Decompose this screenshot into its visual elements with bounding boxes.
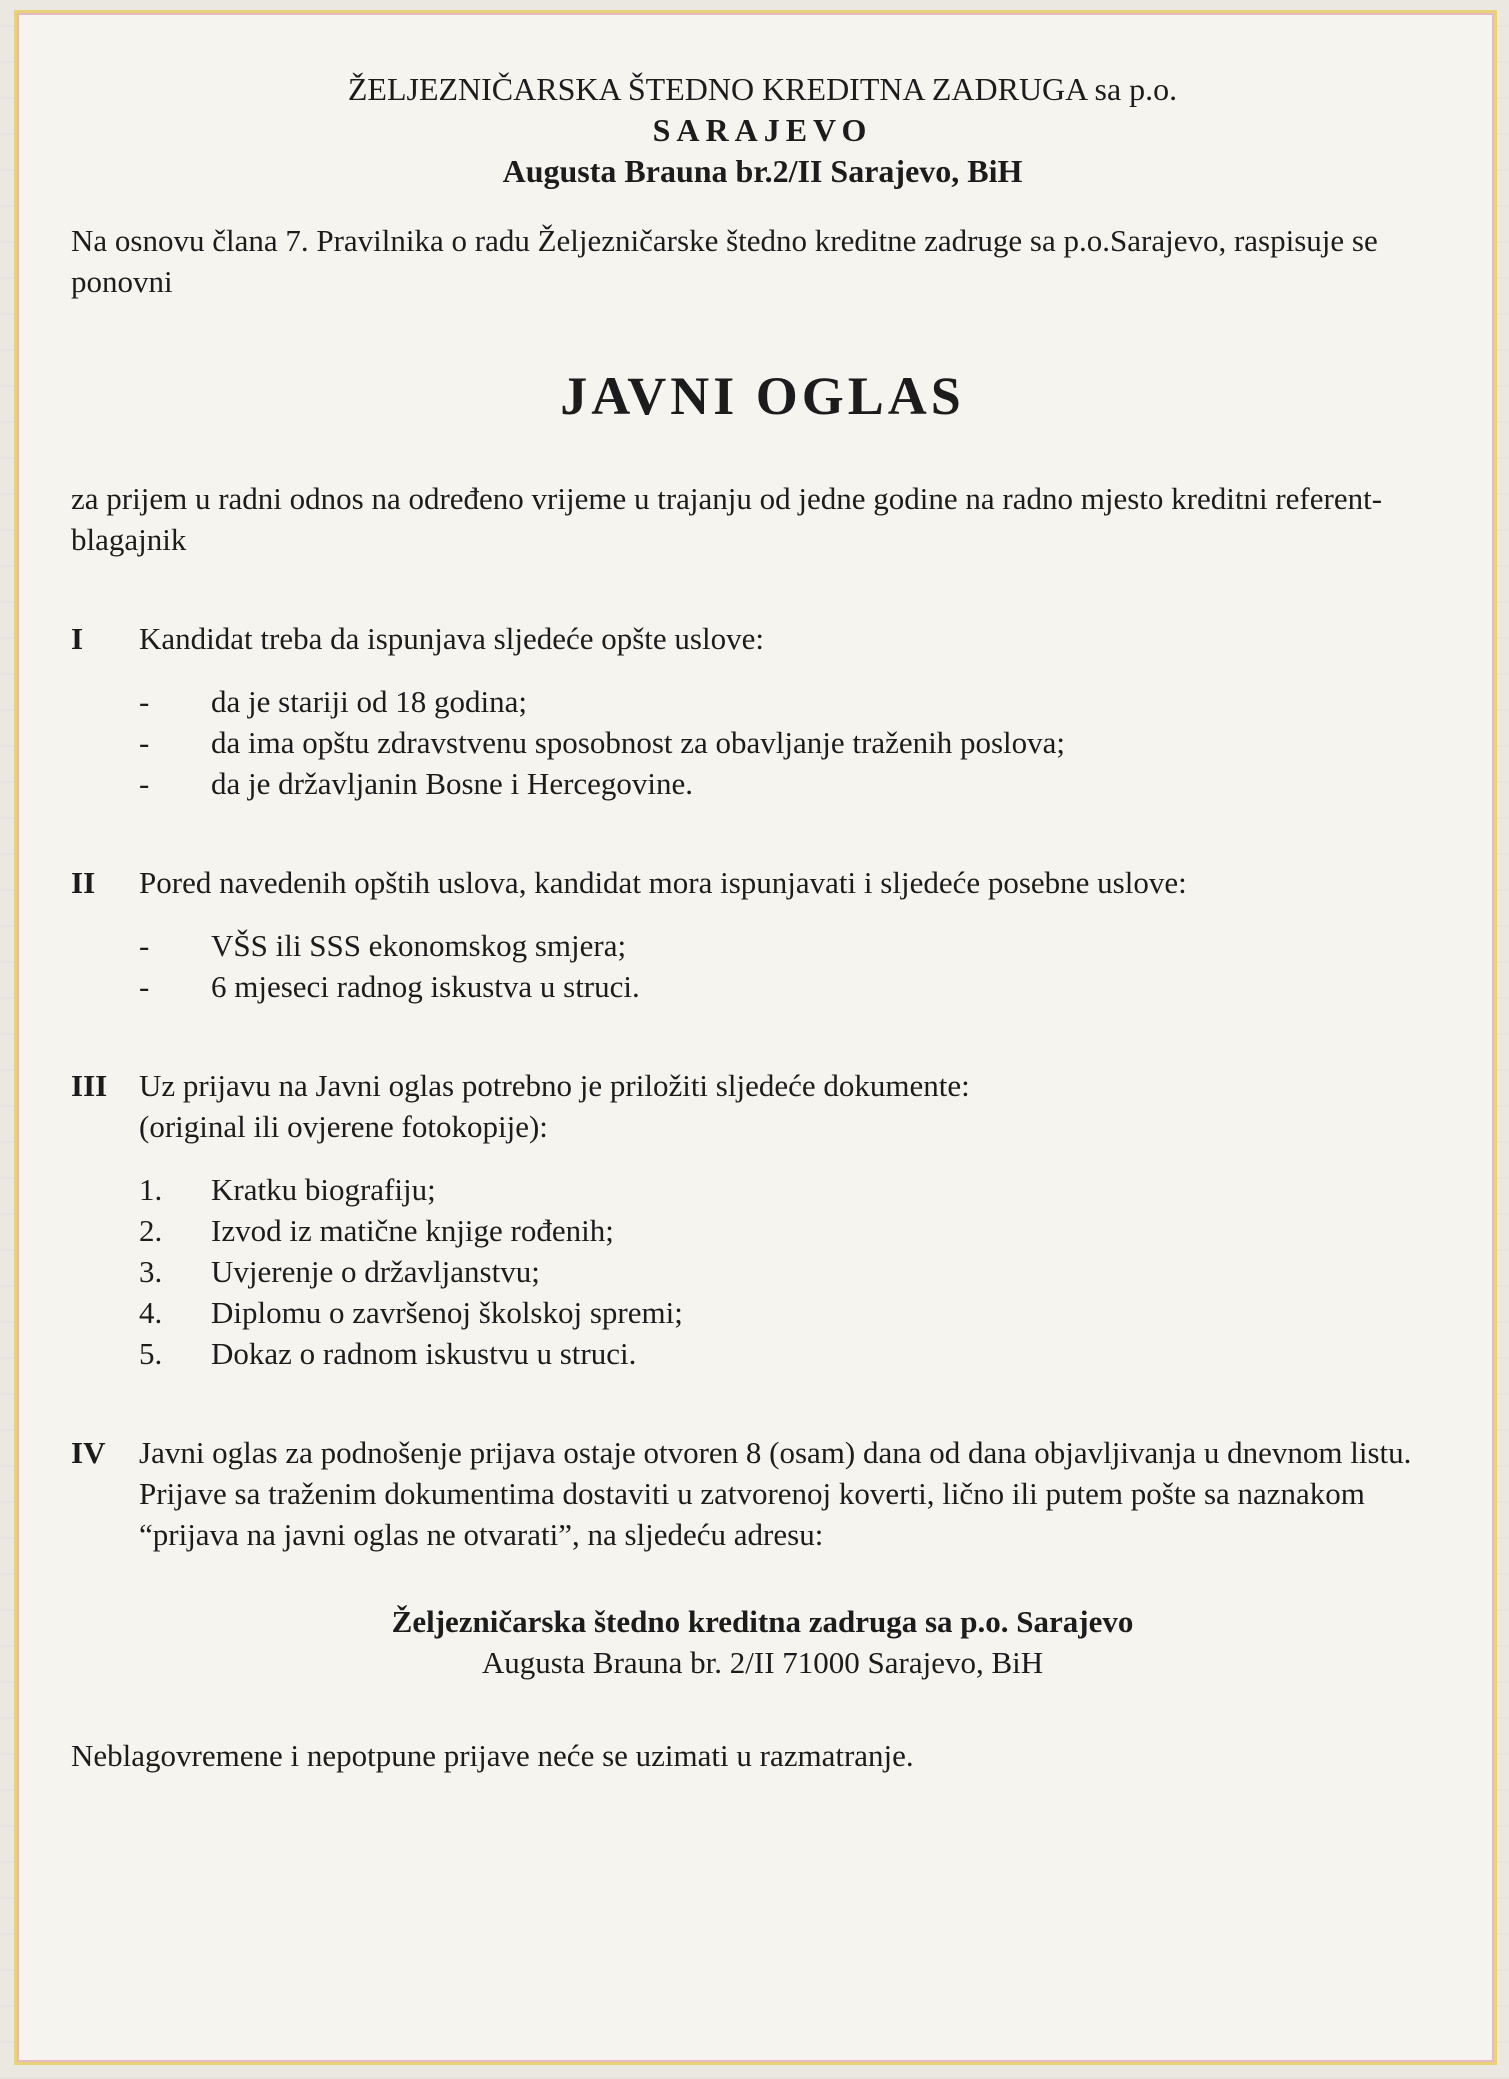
list-item (139, 681, 1454, 722)
section-numeral: III (71, 1068, 108, 1103)
section-text: Javni oglas za podnošenje prijava ostaje otvoren 8 (osam) dana od dana objavljivanja u dnevnom listu. Prijave sa traženim dokumentima dostaviti u zatvorenoj koverti, lično ili putem pošte sa naznakom “prijava na javni oglas ne otvarati”, na sljedeću adresu: (139, 1435, 1412, 1552)
list-item (139, 722, 1454, 763)
item-text: Dokaz o radnom iskustvu u struci. (211, 1336, 637, 1371)
list-item (139, 1292, 1454, 1333)
section-submission (71, 1432, 1454, 1555)
bullet-marker: - (139, 928, 150, 963)
section-documents (71, 1065, 1454, 1374)
section-numeral: IV (71, 1435, 106, 1470)
section-numeral: II (71, 865, 96, 900)
org-address: Augusta Brauna br.2/II Sarajevo, BiH (502, 153, 1023, 189)
intro-paragraph: Na osnovu člana 7. Pravilnika o radu Željezničarske štedno kreditne zadruge sa p.o.Sarajevo, raspisuje se ponovni (71, 223, 1378, 299)
list-item (139, 1169, 1454, 1210)
position-description: za prijem u radni odnos na određeno vrijeme u trajanju od jedne godine na radno mjesto kreditni referent-blagajnik (71, 481, 1383, 557)
section-special-conditions (71, 862, 1454, 1007)
section-text: Pored navedenih opštih uslova, kandidat mora ispunjavati i sljedeće posebne uslove: (139, 865, 1187, 900)
list-item (139, 1251, 1454, 1292)
documents-list (71, 1169, 1454, 1374)
footer-note: Neblagovremene i nepotpune prijave neće se uzimati u razmatranje. (71, 1738, 914, 1773)
bullet-marker: - (139, 684, 150, 719)
item-text: Uvjerenje o državljanstvu; (211, 1254, 540, 1289)
number-marker: 3. (139, 1254, 163, 1289)
item-text: Izvod iz matične knjige rođenih; (211, 1213, 614, 1248)
bullet-marker: - (139, 969, 150, 1004)
item-text: da je stariji od 18 godina; (211, 684, 527, 719)
bullet-marker: - (139, 766, 150, 801)
section-general-conditions (71, 618, 1454, 804)
item-text: 6 mjeseci radnog iskustva u struci. (211, 969, 640, 1004)
item-text: VŠS ili SSS ekonomskog smjera; (211, 928, 627, 963)
section-text: Uz prijavu na Javni oglas potrebno je priložiti sljedeće dokumente: (139, 1068, 970, 1103)
number-marker: 4. (139, 1295, 163, 1330)
recipient-address: Augusta Brauna br. 2/II 71000 Sarajevo, BiH (481, 1645, 1044, 1680)
item-text: Kratku biografiju; (211, 1172, 436, 1207)
item-text: da je državljanin Bosne i Hercegovine. (211, 766, 694, 801)
section-numeral: I (71, 621, 84, 656)
list-item (139, 966, 1454, 1007)
ad-content (71, 69, 1454, 1776)
section-note: (original ili ovjerene fotokopije): (139, 1109, 548, 1144)
recipient-name: Željezničarska štedno kreditna zadruga sa p.o. Sarajevo (391, 1604, 1134, 1639)
conditions-list (71, 925, 1454, 1007)
list-item (139, 763, 1454, 804)
org-name: ŽELJEZNIČARSKA ŠTEDNO KREDITNA ZADRUGA sa p.o. (347, 71, 1178, 107)
job-advertisement (14, 10, 1497, 2065)
number-marker: 5. (139, 1336, 163, 1371)
conditions-list (71, 681, 1454, 804)
recipient-address-block (71, 1601, 1454, 1683)
list-item (139, 1210, 1454, 1251)
list-item (139, 1333, 1454, 1374)
list-item (139, 925, 1454, 966)
section-text: Kandidat treba da ispunjava sljedeće opšte uslove: (139, 621, 764, 656)
number-marker: 2. (139, 1213, 163, 1248)
header (71, 69, 1454, 192)
org-city: SARAJEVO (652, 112, 873, 148)
bullet-marker: - (139, 725, 150, 760)
number-marker: 1. (139, 1172, 163, 1207)
ad-title: JAVNI OGLAS (560, 366, 965, 426)
item-text: da ima opštu zdravstvenu sposobnost za obavljanje traženih poslova; (211, 725, 1066, 760)
item-text: Diplomu o završenoj školskoj spremi; (211, 1295, 683, 1330)
